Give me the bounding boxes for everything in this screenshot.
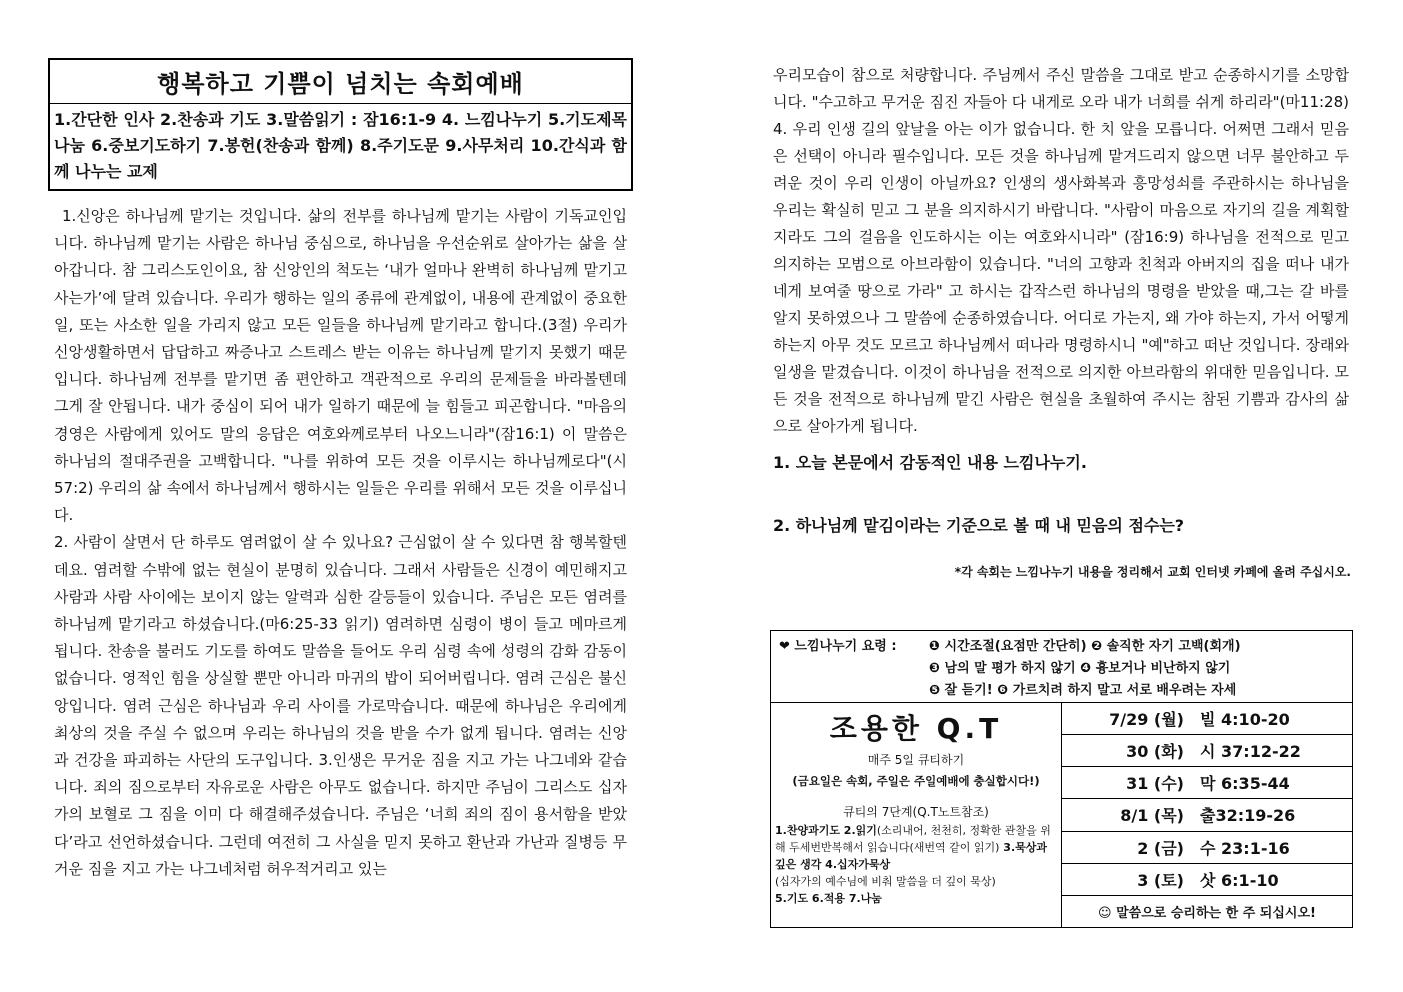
schedule-row — [1062, 703, 1352, 735]
schedule-row — [1062, 864, 1352, 896]
sermon-text — [48, 191, 633, 883]
qt-step-c: 5.기도 6.적용 7.나눔 — [775, 892, 882, 905]
schedule-ref: 삿 6:1-10 — [1200, 870, 1279, 890]
schedule-day: 7/29 (월) — [1109, 710, 1184, 730]
schedule-ref: 시 37:12-22 — [1200, 742, 1301, 762]
qt-schedule — [1062, 703, 1352, 927]
qt-guide — [771, 703, 1062, 927]
qt-step-b: 3.묵상과 깊은 생각 4.십자가묵상 — [775, 841, 1048, 871]
schedule-day: 30 (화) — [1126, 742, 1184, 762]
left-page — [48, 58, 633, 883]
right-page — [771, 62, 1351, 580]
sharing-tips-line-2: ❸ 남의 말 평가 하지 않기 ❹ 흉보거나 비난하지 않기 — [929, 661, 1231, 676]
worship-order: 1.간단한 인사 2.찬송과 기도 3.말씀읽기 : 잠16:1-9 4. 느낌나누기 5.기도제목 나눔 6.중보기도하기 7.봉헌(찬송과 함께) 8.주기도문 9.사무처리 10.간식과 함께 나누는 교제 — [54, 110, 627, 181]
qt-section — [771, 703, 1352, 927]
posting-notice: *각 속회는 느낌나누기 내용을 정리해서 교회 인터넷 카페에 올려 주십시오. — [954, 565, 1351, 579]
qt-footer-message: ☺ 말씀으로 승리하는 한 주 되십시오! — [1098, 905, 1316, 921]
qt-title: 조용한 Q.T — [829, 712, 1003, 745]
schedule-day: 8/1 (목) — [1120, 806, 1184, 826]
discussion-question-1: 1. 오늘 본문에서 감동적인 내용 느낌나누기. — [773, 453, 1087, 472]
qt-steps — [775, 822, 1057, 907]
qt-step-b-note: (십자가의 예수님에 비춰 말씀을 더 깊이 묵상) — [775, 875, 996, 888]
schedule-row — [1062, 832, 1352, 864]
sharing-tips-line-1: ❶ 시간조절(요점만 간단히) ❷ 솔직한 자기 고백(회개) — [929, 639, 1241, 654]
schedule-ref: 출32:19-26 — [1200, 806, 1296, 826]
schedule-day: 2 (금) — [1137, 838, 1184, 858]
page-title: 행복하고 기쁨이 넘치는 속회예배 — [50, 60, 631, 104]
discussion-question-2: 2. 하나님께 맡김이라는 기준으로 볼 때 내 믿음의 점수는? — [773, 516, 1185, 535]
qt-note: (금요일은 속회, 주일은 주일예배에 충실합시다!) — [792, 774, 1040, 788]
schedule-row — [1062, 799, 1352, 831]
sharing-tips-line-3: ❺ 잘 듣기! ❻ 가르치려 하지 말고 서로 배우려는 자세 — [929, 683, 1237, 698]
qt-step-a: 1.찬양과기도 2.읽기 — [775, 824, 877, 837]
qt-subtitle: 매주 5일 큐티하기 — [867, 753, 965, 767]
schedule-ref: 막 6:35-44 — [1200, 774, 1290, 794]
schedule-row — [1062, 735, 1352, 767]
qt-box — [770, 630, 1353, 928]
sermon-continued: 우리모습이 참으로 처량합니다. 주님께서 주신 말씀을 그대로 받고 순종하시기를 소망합니다. "수고하고 무거운 짐진 자들아 다 내게로 오라 내가 너희를 쉬게 하리라"(마11:28) 4. 우리 인생 길의 앞날을 아는 이가 없습니다. 한 치 앞을 모릅니다. 어쩌면 그래서 믿음은 선택이 아니라 필수입니다. 모든 것을 하나님께 맡겨드리지 않으면 너무 불안하고 두려운 것이 우리 인생이 아닐까요? 인생의 생사화복과 흥망성쇠를 주관하시는 하나님을 우리는 확실히 믿고 그 분을 의지하시기 바랍니다. "사람이 마음으로 자기의 길을 계획할지라도 그의 걸음을 인도하시는 이는 여호와시니라" (잠16:9) 하나님을 전적으로 믿고 의지하는 모범으로 아브라함이 있습니다. "너의 고향과 친척과 아버지의 집을 떠나 내가 네게 보여줄 땅으로 가라" 고 하시는 갑작스런 하나님의 명령을 받았을 때,그는 갈 바를 알지 못하였으나 그 말씀에 순종하였습니다. 어디로 가는지, 왜 가야 하는지, 가서 어떻게 하는지 아무 것도 모르고 하나님께서 떠나라 명령하시니 "예"하고 떠난 것입니다. 장래와 일생을 맡겼습니다. 이것이 하나님을 전적으로 의지한 아브라함의 위대한 믿음입니다. 모든 것을 전적으로 하나님께 맡긴 사람은 현실을 초월하여 주시는 참된 기쁨과 감사의 삶으로 살아가게 됩니다. — [773, 66, 1349, 435]
sharing-tips-label: ❤ 느낌나누기 요령 : — [779, 639, 897, 654]
sermon-paragraph-2: 2. 사람이 살면서 단 하루도 염려없이 살 수 있나요? 근심없이 살 수 있다면 참 행복할텐데요. 염려할 수밖에 없는 현실이 분명히 있습니다. 그래서 사람들은 신경이 예민해지고 사람과 사람 사이에는 보이지 않는 알력과 심한 갈등들이 있습니다. 주님은 모든 염려를 하나님께 맡기라고 하셨습니다.(마6:25-33 읽기) 염려하면 심령이 병이 들고 메마르게 됩니다. 찬송을 불러도 기도를 하여도 말씀을 들어도 우리 심령 속에 성령의 감화 감동이 없습니다. 영적인 힘을 상실할 뿐만 아니라 마귀의 밥이 되어버립니다. 염려 근심은 불신앙입니다. 염려 근심은 하나님과 우리 사이를 가로막습니다. 때문에 하나님은 우리에게 최상의 것을 주실 수 없으며 우리는 하나님의 것을 받을 수가 없게 됩니다. 염려는 신앙과 건강을 파괴하는 사단의 도구입니다. 3.인생은 무거운 짐을 지고 가는 나그네와 같습니다. 죄의 짐으로부터 자유로운 사람은 아무도 없습니다. 하지만 주님이 그리스도 십자가의 보혈로 그 짐을 이미 다 해결해주셨습니다. 주님은 ‘너희 죄의 짐이 용서함을 받았다’라고 선언하셨습니다. 그런데 여전히 그 사실을 믿지 못하고 환난과 가난과 질병등 무거운 짐을 지고 가는 나그네처럼 허우적거리고 있는 — [54, 533, 627, 878]
schedule-day: 31 (수) — [1126, 774, 1184, 794]
sermon-paragraph-1: 1.신앙은 하나님께 맡기는 것입니다. 삶의 전부를 하나님께 맡기는 사람이 기독교인입니다. 하나님께 맡기는 사람은 하나님 중심으로, 하나님을 우선순위로 살아가는 삶을 살아갑니다. 참 그리스도인이요, 참 신앙인의 척도는 ‘내가 얼마나 완벽히 하나님께 맡기고 사는가’에 달려 있습니다. 우리가 행하는 일의 종류에 관계없이, 내용에 관계없이 중요한 일, 또는 사소한 일을 가리지 않고 모든 일들을 하나님께 맡기라고 합니다.(3절) 우리가 신앙생활하면서 답답하고 짜증나고 스트레스 받는 이유는 하나님께 맡기지 못했기 때문입니다. 하나님께 전부를 맡기면 좀 편안하고 객관적으로 우리의 문제들을 바라볼텐데 그게 잘 안됩니다. 내가 중심이 되어 내가 일하기 때문에 늘 힘들고 피곤합니다. "마음의 경영은 사람에게 있어도 말의 응답은 여호와께로부터 나오느니라"(잠16:1) 이 말씀은 하나님의 절대주권을 고백합니다. "나를 위하여 모든 것을 이루시는 하나님께로다"(시57:2) 우리의 삶 속에서 하나님께서 행하시는 일들은 우리를 위해서 모든 것을 이루십니다. — [54, 207, 627, 525]
qt-steps-title: 큐티의 7단계(Q.T노트참조) — [843, 805, 989, 819]
schedule-row — [1062, 767, 1352, 799]
schedule-ref: 빌 4:10-20 — [1200, 710, 1290, 730]
worship-order-box — [48, 58, 633, 191]
qt-step-a-note: (소리내어, 천천히, 정확한 관찰을 위해 두세번반복해서 읽습니다(새번역 같이 읽기) — [775, 824, 1051, 854]
schedule-day: 3 (토) — [1137, 870, 1184, 890]
sharing-tips — [771, 631, 1352, 703]
schedule-ref: 수 23:1-16 — [1200, 838, 1290, 858]
